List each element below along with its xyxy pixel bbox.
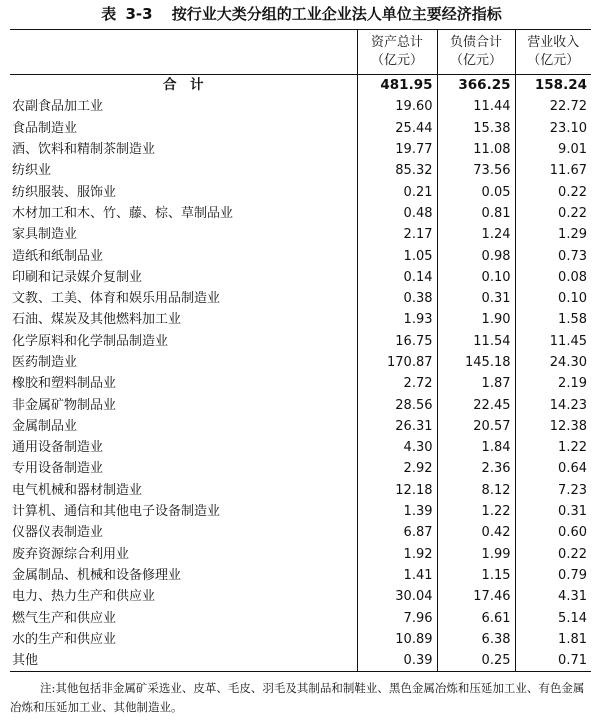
assets-value: 19.60: [357, 96, 437, 117]
liabilities-value: 1.84: [437, 437, 515, 458]
header-industry: [10, 30, 357, 75]
liabilities-value: 73.56: [437, 160, 515, 181]
table-row: [10, 650, 591, 672]
table-row: [10, 96, 591, 117]
total-assets-value: 481.95: [357, 75, 437, 97]
revenue-value: 11.67: [515, 160, 591, 181]
revenue-value: 0.22: [515, 203, 591, 224]
header-operating-revenue: [515, 30, 591, 75]
industry-name: 化学原料和化学制品制造业: [12, 333, 169, 349]
total-revenue-value: 158.24: [515, 75, 591, 97]
table-row: [10, 458, 591, 479]
assets-value: 2.92: [357, 458, 437, 479]
revenue-value: 0.60: [515, 522, 591, 543]
liabilities-value: 17.46: [437, 586, 515, 607]
table-row: [10, 181, 591, 202]
industry-name: 木材加工和木、竹、藤、棕、草制品业: [12, 205, 234, 221]
revenue-value: 7.23: [515, 480, 591, 501]
liabilities-value: 6.38: [437, 629, 515, 650]
revenue-value: 12.38: [515, 416, 591, 437]
liabilities-value: 0.10: [437, 267, 515, 288]
assets-value: 0.14: [357, 267, 437, 288]
liabilities-value: 11.08: [437, 139, 515, 160]
total-label: 合 计: [163, 77, 204, 94]
total-liabilities-value: 366.25: [437, 75, 515, 97]
revenue-value: 0.64: [515, 458, 591, 479]
industry-name: 其他: [10, 650, 357, 672]
table-row: [10, 160, 591, 181]
revenue-value: 0.10: [515, 288, 591, 309]
revenue-value: 1.22: [515, 437, 591, 458]
assets-value: 170.87: [357, 352, 437, 373]
revenue-value: 1.81: [515, 629, 591, 650]
assets-value: 2.72: [357, 373, 437, 394]
revenue-value: 11.45: [515, 331, 591, 352]
industry-name: 纺织业: [12, 163, 52, 179]
table-row: [10, 394, 591, 415]
assets-value: 19.77: [357, 139, 437, 160]
assets-value: 1.93: [357, 309, 437, 330]
header-row: [10, 30, 591, 75]
revenue-value: 0.79: [515, 565, 591, 586]
industry-name: 计算机、通信和其他电子设备制造业: [12, 504, 221, 520]
table-row: [10, 139, 591, 160]
liabilities-value: 2.36: [437, 458, 515, 479]
industry-name: 仪器仪表制造业: [12, 525, 104, 541]
table-row: [10, 373, 591, 394]
table-row: [10, 416, 591, 437]
assets-value: 1.05: [357, 245, 437, 266]
assets-value: 0.48: [357, 203, 437, 224]
industry-name: 专用设备制造业: [12, 461, 104, 477]
industry-name: 废弃资源综合利用业: [12, 546, 130, 562]
assets-value: 7.96: [357, 607, 437, 628]
industry-name: 印刷和记录媒介复制业: [12, 269, 143, 285]
assets-value: 25.44: [357, 118, 437, 139]
assets-value: 0.21: [357, 181, 437, 202]
assets-value: 26.31: [357, 416, 437, 437]
revenue-value: 1.58: [515, 309, 591, 330]
table-row: [10, 607, 591, 628]
assets-value: 1.41: [357, 565, 437, 586]
table-row: [10, 480, 591, 501]
liabilities-value: 6.61: [437, 607, 515, 628]
table-row: [10, 544, 591, 565]
industry-name: 电力、热力生产和供应业: [12, 589, 156, 605]
revenue-value: 0.22: [515, 544, 591, 565]
industry-name: 农副食品加工业: [12, 99, 104, 115]
revenue-value: 5.14: [515, 607, 591, 628]
liabilities-value: 145.18: [437, 352, 515, 373]
industry-name: 造纸和纸制品业: [12, 248, 104, 264]
assets-value: 1.39: [357, 501, 437, 522]
table-row: [10, 565, 591, 586]
assets-value: 12.18: [357, 480, 437, 501]
revenue-value: 0.71: [515, 650, 591, 672]
assets-value: 2.17: [357, 224, 437, 245]
table-row: [10, 522, 591, 543]
liabilities-value: 0.42: [437, 522, 515, 543]
liabilities-value: 1.87: [437, 373, 515, 394]
revenue-value: 9.01: [515, 139, 591, 160]
industry-name: 纺织服装、服饰业: [12, 184, 117, 200]
liabilities-value: 22.45: [437, 394, 515, 415]
liabilities-value: 1.99: [437, 544, 515, 565]
table-title: [0, 4, 603, 24]
assets-value: 10.89: [357, 629, 437, 650]
liabilities-value: 0.25: [437, 650, 515, 672]
header-operating-revenue-unit: （亿元）: [527, 53, 580, 68]
liabilities-value: 1.90: [437, 309, 515, 330]
industry-name: 石油、煤炭及其他燃料加工业: [12, 312, 182, 328]
revenue-value: 24.30: [515, 352, 591, 373]
header-total-assets: [357, 30, 437, 75]
industry-name: 非金属矿物制品业: [12, 397, 117, 413]
revenue-value: 22.72: [515, 96, 591, 117]
header-operating-revenue-title: 营业收入: [527, 35, 580, 50]
economic-indicators-table: [10, 29, 591, 672]
header-total-liabilities-unit: （亿元）: [449, 53, 502, 68]
revenue-value: 0.22: [515, 181, 591, 202]
assets-value: 30.04: [357, 586, 437, 607]
revenue-value: 0.31: [515, 501, 591, 522]
table-row: [10, 501, 591, 522]
table-row: [10, 245, 591, 266]
table-row: [10, 586, 591, 607]
table-title-label: 表: [101, 5, 117, 23]
industry-name: 食品制造业: [12, 120, 78, 136]
header-total-assets-unit: （亿元）: [370, 53, 423, 68]
revenue-value: 2.19: [515, 373, 591, 394]
header-total-liabilities-title: 负债合计: [449, 35, 502, 50]
assets-value: 16.75: [357, 331, 437, 352]
liabilities-value: 1.24: [437, 224, 515, 245]
liabilities-value: 11.44: [437, 96, 515, 117]
industry-name: 家具制造业: [12, 227, 78, 243]
liabilities-value: 0.31: [437, 288, 515, 309]
table-row: [10, 288, 591, 309]
table-row: [10, 118, 591, 139]
industry-name: 通用设备制造业: [12, 440, 104, 456]
assets-value: 6.87: [357, 522, 437, 543]
liabilities-value: 0.98: [437, 245, 515, 266]
table-row: [10, 352, 591, 373]
assets-value: 4.30: [357, 437, 437, 458]
table-title-text: 按行业大类分组的工业企业法人单位主要经济指标: [171, 5, 502, 23]
assets-value: 28.56: [357, 394, 437, 415]
liabilities-value: 1.15: [437, 565, 515, 586]
industry-name: 橡胶和塑料制品业: [12, 376, 117, 392]
revenue-value: 0.08: [515, 267, 591, 288]
table-row: [10, 437, 591, 458]
table-row: [10, 203, 591, 224]
assets-value: 0.39: [357, 650, 437, 672]
liabilities-value: 15.38: [437, 118, 515, 139]
industry-name: 酒、饮料和精制茶制造业: [12, 142, 156, 158]
header-total-assets-title: 资产总计: [370, 35, 423, 50]
industry-name: 金属制品、机械和设备修理业: [12, 567, 182, 583]
table-row: [10, 331, 591, 352]
assets-value: 1.92: [357, 544, 437, 565]
industry-name: 水的生产和供应业: [12, 631, 117, 647]
table-row: [10, 267, 591, 288]
liabilities-value: 8.12: [437, 480, 515, 501]
revenue-value: 4.31: [515, 586, 591, 607]
industry-name: 金属制品业: [12, 418, 78, 434]
revenue-value: 23.10: [515, 118, 591, 139]
industry-name: 燃气生产和供应业: [12, 610, 117, 626]
liabilities-value: 20.57: [437, 416, 515, 437]
table-footnote: 注:其他包括非金属矿采选业、皮革、毛皮、羽毛及其制品和制鞋业、黑色金属冶炼和压延加工业、有色金属冶炼和压延加工业、其他制造业。: [10, 681, 585, 714]
table-row: [10, 309, 591, 330]
assets-value: 85.32: [357, 160, 437, 181]
liabilities-value: 11.54: [437, 331, 515, 352]
liabilities-value: 0.81: [437, 203, 515, 224]
revenue-value: 14.23: [515, 394, 591, 415]
table-row: [10, 629, 591, 650]
liabilities-value: 0.05: [437, 181, 515, 202]
header-total-liabilities: [437, 30, 515, 75]
revenue-value: 1.29: [515, 224, 591, 245]
table-title-number: 3-3: [125, 5, 153, 23]
industry-name: 文教、工美、体育和娱乐用品制造业: [12, 291, 221, 307]
assets-value: 0.38: [357, 288, 437, 309]
total-row: [10, 75, 591, 97]
industry-name: 电气机械和器材制造业: [12, 482, 143, 498]
liabilities-value: 1.22: [437, 501, 515, 522]
revenue-value: 0.73: [515, 245, 591, 266]
table-row: [10, 224, 591, 245]
industry-name: 医药制造业: [12, 355, 78, 370]
